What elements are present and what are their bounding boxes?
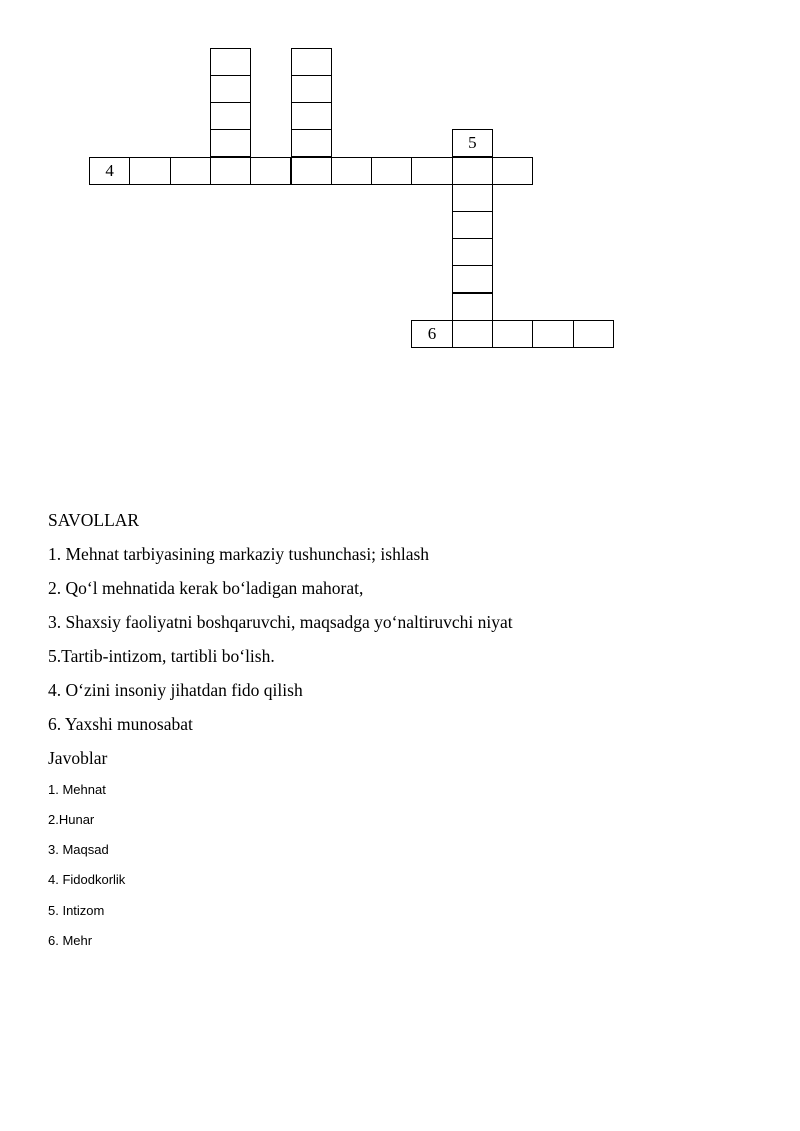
crossword-cell[interactable] (291, 75, 332, 103)
crossword-cell[interactable] (331, 157, 372, 185)
crossword-cell[interactable] (452, 157, 493, 185)
clue-number: 4 (105, 160, 114, 180)
crossword-cell[interactable] (452, 129, 493, 157)
answer-item: 5. Intizom (48, 903, 105, 918)
crossword-cell[interactable] (129, 157, 170, 185)
crossword-cell[interactable] (411, 157, 452, 185)
crossword-cell[interactable] (210, 102, 251, 130)
answer-item: 2.Hunar (48, 812, 95, 827)
questions-heading: SAVOLLAR (48, 510, 140, 530)
crossword-cell[interactable] (291, 157, 332, 185)
crossword-grid (0, 0, 800, 360)
question-item: 3. Shaxsiy faoliyatni boshqaruvchi, maqsadga yo‘naltiruvchi niyat (48, 612, 513, 632)
question-item: 2. Qo‘l mehnatida kerak bo‘ladigan mahorat, (48, 578, 364, 598)
answers-heading: Javoblar (48, 748, 108, 768)
question-item: 5.Tartib-intizom, tartibli bo‘lish. (48, 646, 275, 666)
answer-item: 4. Fidodkorlik (48, 872, 126, 887)
crossword-cell[interactable] (210, 129, 251, 157)
crossword-cell[interactable] (452, 293, 493, 321)
crossword-cell[interactable] (492, 320, 533, 348)
crossword-cell[interactable] (291, 102, 332, 130)
crossword-cell[interactable] (452, 184, 493, 212)
crossword-cell[interactable] (170, 157, 211, 185)
crossword-cell[interactable] (210, 48, 251, 76)
crossword-cell[interactable] (411, 320, 452, 348)
crossword-cell[interactable] (210, 75, 251, 103)
crossword-cell[interactable] (452, 238, 493, 266)
answer-item: 1. Mehnat (48, 782, 106, 797)
question-item: 1. Mehnat tarbiyasining markaziy tushunchasi; ishlash (48, 544, 430, 564)
question-item: 4. O‘zini insoniy jihatdan fido qilish (48, 680, 303, 700)
crossword-cell[interactable] (291, 129, 332, 157)
crossword-cell[interactable] (452, 211, 493, 239)
answer-item: 3. Maqsad (48, 842, 109, 857)
crossword-cell[interactable] (452, 265, 493, 293)
crossword-cell[interactable] (210, 157, 251, 185)
question-item: 6. Yaxshi munosabat (48, 714, 193, 734)
clue-number: 6 (427, 323, 437, 343)
clue-number: 5 (468, 133, 477, 153)
crossword-cell[interactable] (291, 48, 332, 76)
answer-item: 6. Mehr (48, 933, 93, 948)
crossword-cell[interactable] (250, 157, 291, 185)
crossword-cell[interactable] (492, 157, 533, 185)
crossword-cell[interactable] (371, 157, 412, 185)
crossword-cell[interactable] (89, 157, 130, 185)
crossword-cell[interactable] (532, 320, 573, 348)
crossword-cell[interactable] (452, 320, 493, 348)
crossword-cell[interactable] (573, 320, 614, 348)
